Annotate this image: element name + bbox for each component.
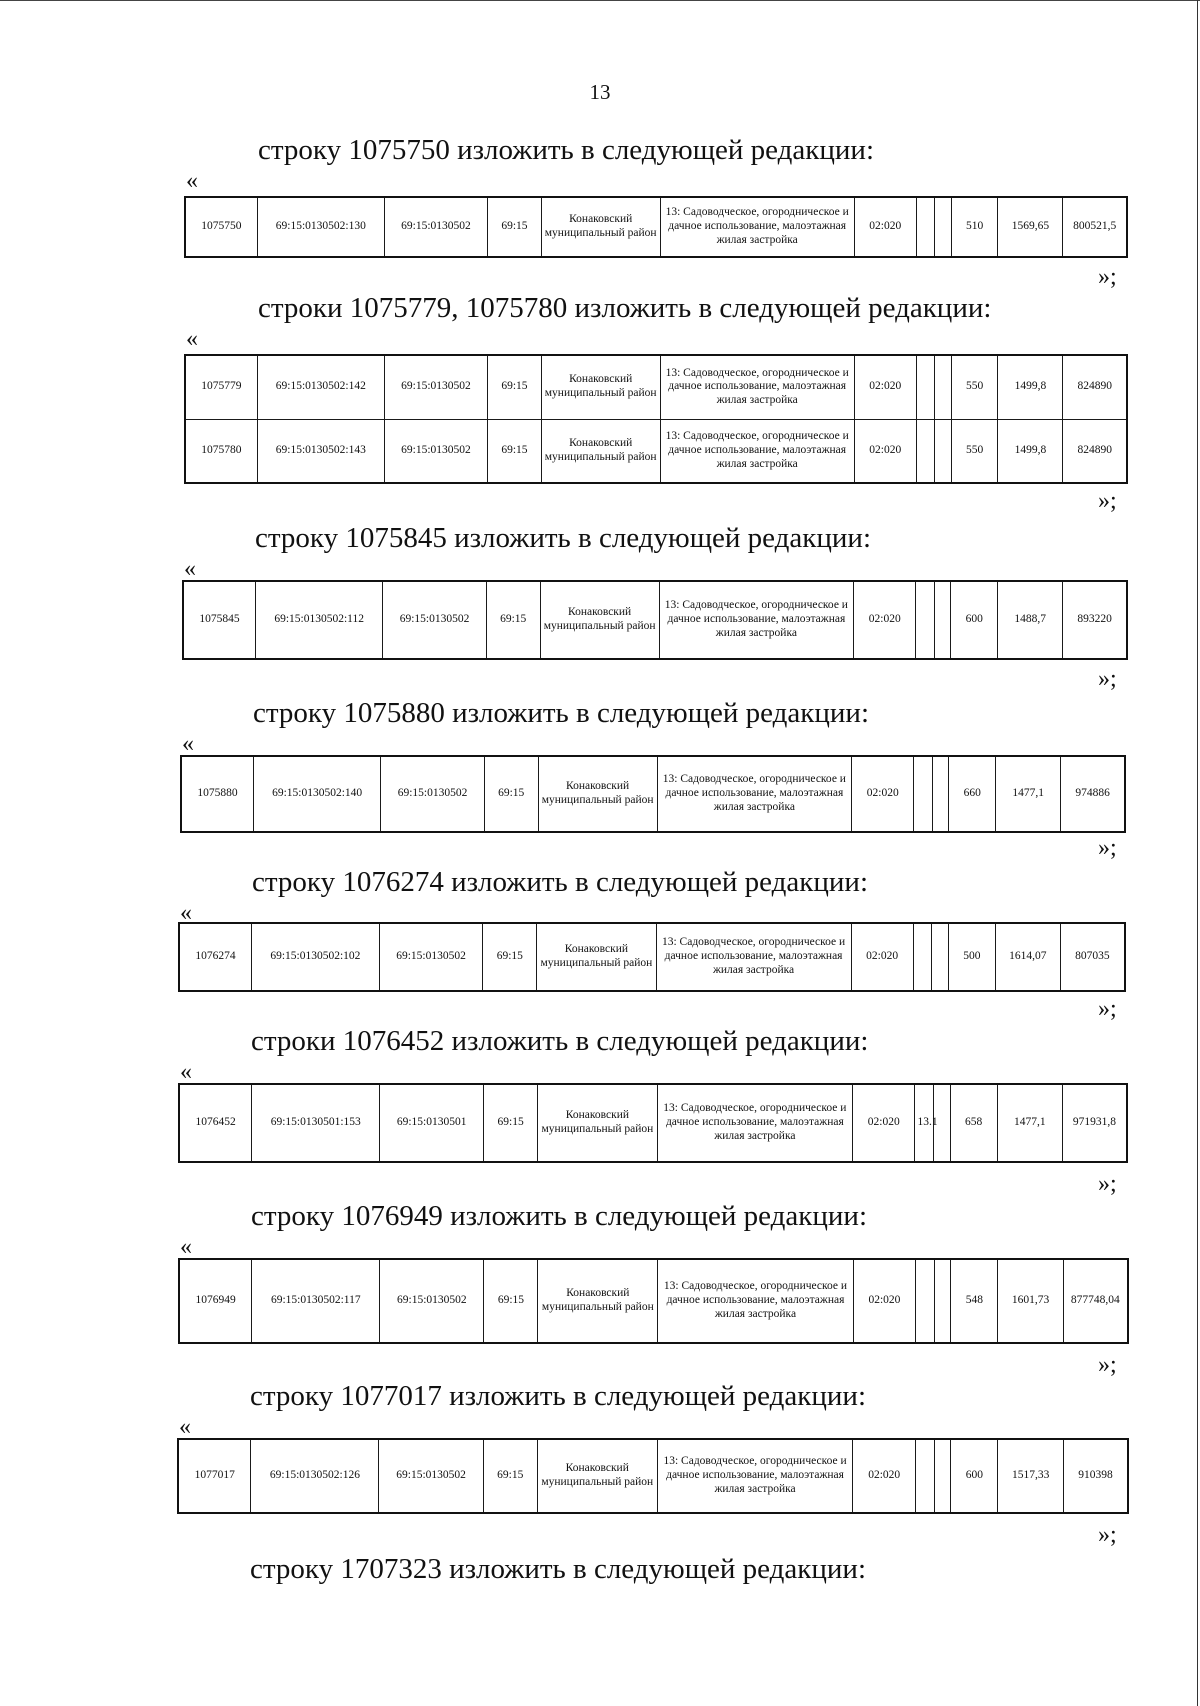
cell-row-number: 1075880 [181,756,254,832]
table-row [185,197,1127,257]
cell-specific-value: 1477,1 [996,756,1061,832]
scan-right-edge [1197,0,1198,1706]
cell-code: 02:020 [854,581,916,659]
cell-land-use-group: 13: Садоводческое, огородническое и дачное использование, малоэтажная жилая застройка [660,419,854,483]
cell-specific-value: 1488,7 [998,581,1063,659]
cell-subgroup [916,581,935,659]
cell-cadastral-district: 69:15 [484,1084,538,1162]
cell-code: 02:020 [852,756,914,832]
cell-code: 02:020 [854,419,916,483]
cell-row-number: 1075750 [185,197,257,257]
amendment-section [0,1200,1200,1378]
cadastral-row-table [178,1083,1128,1163]
cell-cadastral-quarter: 69:15:0130502 [379,1439,483,1513]
cell-area: 600 [951,1439,998,1513]
cell-subgroup [913,923,932,991]
opening-quote-mark: « [180,1234,192,1260]
cell-code: 02:020 [854,197,916,257]
closing-quote-mark: »; [1098,835,1117,861]
opening-quote-mark: « [180,900,192,926]
section-heading: строку 1707323 изложить в следующей редакции: [250,1553,866,1585]
opening-quote-mark: « [184,556,196,582]
cell-cadastral-number: 69:15:0130502:117 [252,1259,380,1343]
closing-quote-mark: »; [1098,1352,1117,1378]
cell-specific-value: 1614,07 [995,923,1060,991]
section-heading: строку 1075845 изложить в следующей редакции: [255,522,871,554]
cell-land-use-group: 13: Садоводческое, огородническое и дачное использование, малоэтажная жилая застройка [660,197,854,257]
cell-subgroup: 13.1 [915,1084,934,1162]
cell-land-use-group: 13: Садоводческое, огородническое и дачное использование, малоэтажная жилая застройка [656,923,851,991]
cell-cadastral-number: 69:15:0130502:140 [254,756,381,832]
amendment-section [0,1380,1200,1548]
cell-cadastral-district: 69:15 [488,419,542,483]
cell-extra [935,419,952,483]
cell-code: 02:020 [851,923,913,991]
cell-specific-value: 1569,65 [998,197,1063,257]
opening-quote-mark: « [180,1059,192,1085]
cell-area: 550 [951,419,998,483]
cell-subgroup [916,1259,935,1343]
cell-extra [934,581,951,659]
cell-specific-value: 1499,8 [998,419,1063,483]
cell-code: 02:020 [853,1259,915,1343]
cell-municipality: Конаковский муниципальный район [538,1084,658,1162]
cell-row-number: 1075779 [185,355,257,419]
section-heading: строку 1077017 изложить в следующей редакции: [250,1380,866,1412]
cell-cadastral-value: 971931,8 [1063,1084,1127,1162]
cell-subgroup [916,197,935,257]
section-heading: строку 1076274 изложить в следующей редакции: [252,866,868,898]
section-heading: строки 1076452 изложить в следующей редакции: [251,1025,869,1057]
cell-subgroup [914,756,933,832]
cell-municipality: Конаковский муниципальный район [541,355,660,419]
cadastral-row-table [180,755,1126,833]
cell-cadastral-quarter: 69:15:0130502 [380,1259,484,1343]
page-number: 13 [589,80,611,104]
opening-quote-mark: « [179,1414,191,1440]
cell-municipality: Конаковский муниципальный район [538,756,657,832]
table-row [185,419,1127,483]
cell-municipality: Конаковский муниципальный район [541,419,660,483]
cadastral-row-table [184,354,1128,484]
cell-cadastral-quarter: 69:15:0130502 [384,197,487,257]
cell-cadastral-number: 69:15:0130502:143 [257,419,384,483]
table-row [185,355,1127,419]
cell-land-use-group: 13: Садоводческое, огородническое и дачное использование, малоэтажная жилая застройка [657,1439,853,1513]
closing-quote-mark: »; [1098,488,1117,514]
cell-row-number: 1076452 [179,1084,252,1162]
cell-area: 658 [950,1084,997,1162]
cell-cadastral-quarter: 69:15:0130502 [383,581,487,659]
closing-quote-mark: »; [1098,996,1117,1022]
cell-cadastral-quarter: 69:15:0130502 [381,756,485,832]
closing-quote-mark: »; [1098,666,1117,692]
cell-extra [935,197,952,257]
table-row [183,581,1127,659]
cell-subgroup [916,419,935,483]
cell-code: 02:020 [853,1439,916,1513]
amendment-section [0,522,1200,692]
cell-cadastral-number: 69:15:0130502:142 [257,355,384,419]
cell-cadastral-quarter: 69:15:0130502 [379,923,483,991]
cell-cadastral-number: 69:15:0130502:102 [252,923,380,991]
cell-cadastral-value: 974886 [1061,756,1125,832]
cell-extra [932,756,949,832]
cell-area: 510 [951,197,998,257]
cell-specific-value: 1517,33 [998,1439,1064,1513]
closing-quote-mark: »; [1098,1171,1117,1197]
cell-subgroup [915,1439,934,1513]
amendment-section [0,134,1200,290]
cell-cadastral-value: 807035 [1061,923,1125,991]
section-heading: строку 1075880 изложить в следующей редакции: [253,697,869,729]
cell-cadastral-value: 910398 [1063,1439,1128,1513]
section-heading: строки 1075779, 1075780 изложить в следующей редакции: [258,292,992,324]
cell-extra [935,355,952,419]
table-row [179,1259,1128,1343]
cell-land-use-group: 13: Садоводческое, огородническое и дачное использование, малоэтажная жилая застройка [660,355,854,419]
cell-row-number: 1077017 [178,1439,251,1513]
amendment-section [0,292,1200,514]
cadastral-row-table [182,580,1128,660]
closing-quote-mark: »; [1098,1522,1117,1548]
cell-cadastral-value: 893220 [1063,581,1127,659]
cadastral-row-table [178,922,1126,992]
table-row [181,756,1125,832]
cell-extra [934,1439,951,1513]
opening-quote-mark: « [186,326,198,352]
cell-code: 02:020 [853,1084,915,1162]
cell-cadastral-value: 824890 [1063,355,1127,419]
cell-municipality: Конаковский муниципальный район [537,1439,657,1513]
cell-land-use-group: 13: Садоводческое, огородническое и дачное использование, малоэтажная жилая застройка [659,581,854,659]
amendment-section [0,697,1200,861]
cell-cadastral-number: 69:15:0130502:126 [251,1439,379,1513]
cadastral-row-table [184,196,1128,258]
amendment-section [0,866,1200,1022]
cell-municipality: Конаковский муниципальный район [540,581,659,659]
cell-extra [934,1259,951,1343]
cell-land-use-group: 13: Садоводческое, огородническое и дачное использование, малоэтажная жилая застройка [657,756,852,832]
cell-cadastral-quarter: 69:15:0130502 [384,419,487,483]
cadastral-row-table [177,1438,1129,1514]
section-heading: строку 1076949 изложить в следующей редакции: [251,1200,867,1232]
cell-specific-value: 1477,1 [997,1084,1063,1162]
cell-area: 660 [949,756,996,832]
cell-cadastral-district: 69:15 [483,923,537,991]
cell-area: 600 [951,581,998,659]
opening-quote-mark: « [186,168,198,194]
cadastral-row-table [178,1258,1129,1344]
cell-cadastral-quarter: 69:15:0130501 [380,1084,484,1162]
closing-quote-mark: »; [1098,264,1117,290]
cell-cadastral-number: 69:15:0130502:130 [257,197,384,257]
cell-code: 02:020 [854,355,916,419]
cell-cadastral-district: 69:15 [488,197,542,257]
cell-area: 550 [951,355,998,419]
cell-cadastral-quarter: 69:15:0130502 [384,355,487,419]
cell-extra [932,923,949,991]
amendment-section [0,1025,1200,1197]
cell-municipality: Конаковский муниципальный район [537,923,656,991]
table-row [178,1439,1128,1513]
cell-cadastral-value: 877748,04 [1063,1259,1128,1343]
cell-cadastral-district: 69:15 [484,756,538,832]
cell-cadastral-district: 69:15 [486,581,540,659]
cell-land-use-group: 13: Садоводческое, огородническое и дачное использование, малоэтажная жилая застройка [657,1084,852,1162]
cell-row-number: 1075845 [183,581,256,659]
cell-cadastral-district: 69:15 [488,355,542,419]
amendment-section [0,1553,1200,1585]
cell-area: 548 [951,1259,998,1343]
cell-subgroup [916,355,935,419]
cell-municipality: Конаковский муниципальный район [541,197,660,257]
cell-specific-value: 1601,73 [998,1259,1064,1343]
cell-row-number: 1076274 [179,923,252,991]
cell-cadastral-number: 69:15:0130501:153 [252,1084,380,1162]
cell-row-number: 1075780 [185,419,257,483]
cell-municipality: Конаковский муниципальный район [538,1259,658,1343]
opening-quote-mark: « [182,731,194,757]
scan-top-edge [0,0,1200,1]
cell-cadastral-value: 824890 [1063,419,1127,483]
cell-row-number: 1076949 [179,1259,252,1343]
cell-area: 500 [949,923,996,991]
cell-cadastral-number: 69:15:0130502:112 [256,581,383,659]
table-row [179,1084,1127,1162]
cell-cadastral-value: 800521,5 [1063,197,1127,257]
cell-cadastral-district: 69:15 [483,1439,537,1513]
cell-cadastral-district: 69:15 [484,1259,538,1343]
section-heading: строку 1075750 изложить в следующей редакции: [258,134,874,166]
cell-specific-value: 1499,8 [998,355,1063,419]
table-row [179,923,1125,991]
cell-land-use-group: 13: Садоводческое, огородническое и дачное использование, малоэтажная жилая застройка [658,1259,854,1343]
